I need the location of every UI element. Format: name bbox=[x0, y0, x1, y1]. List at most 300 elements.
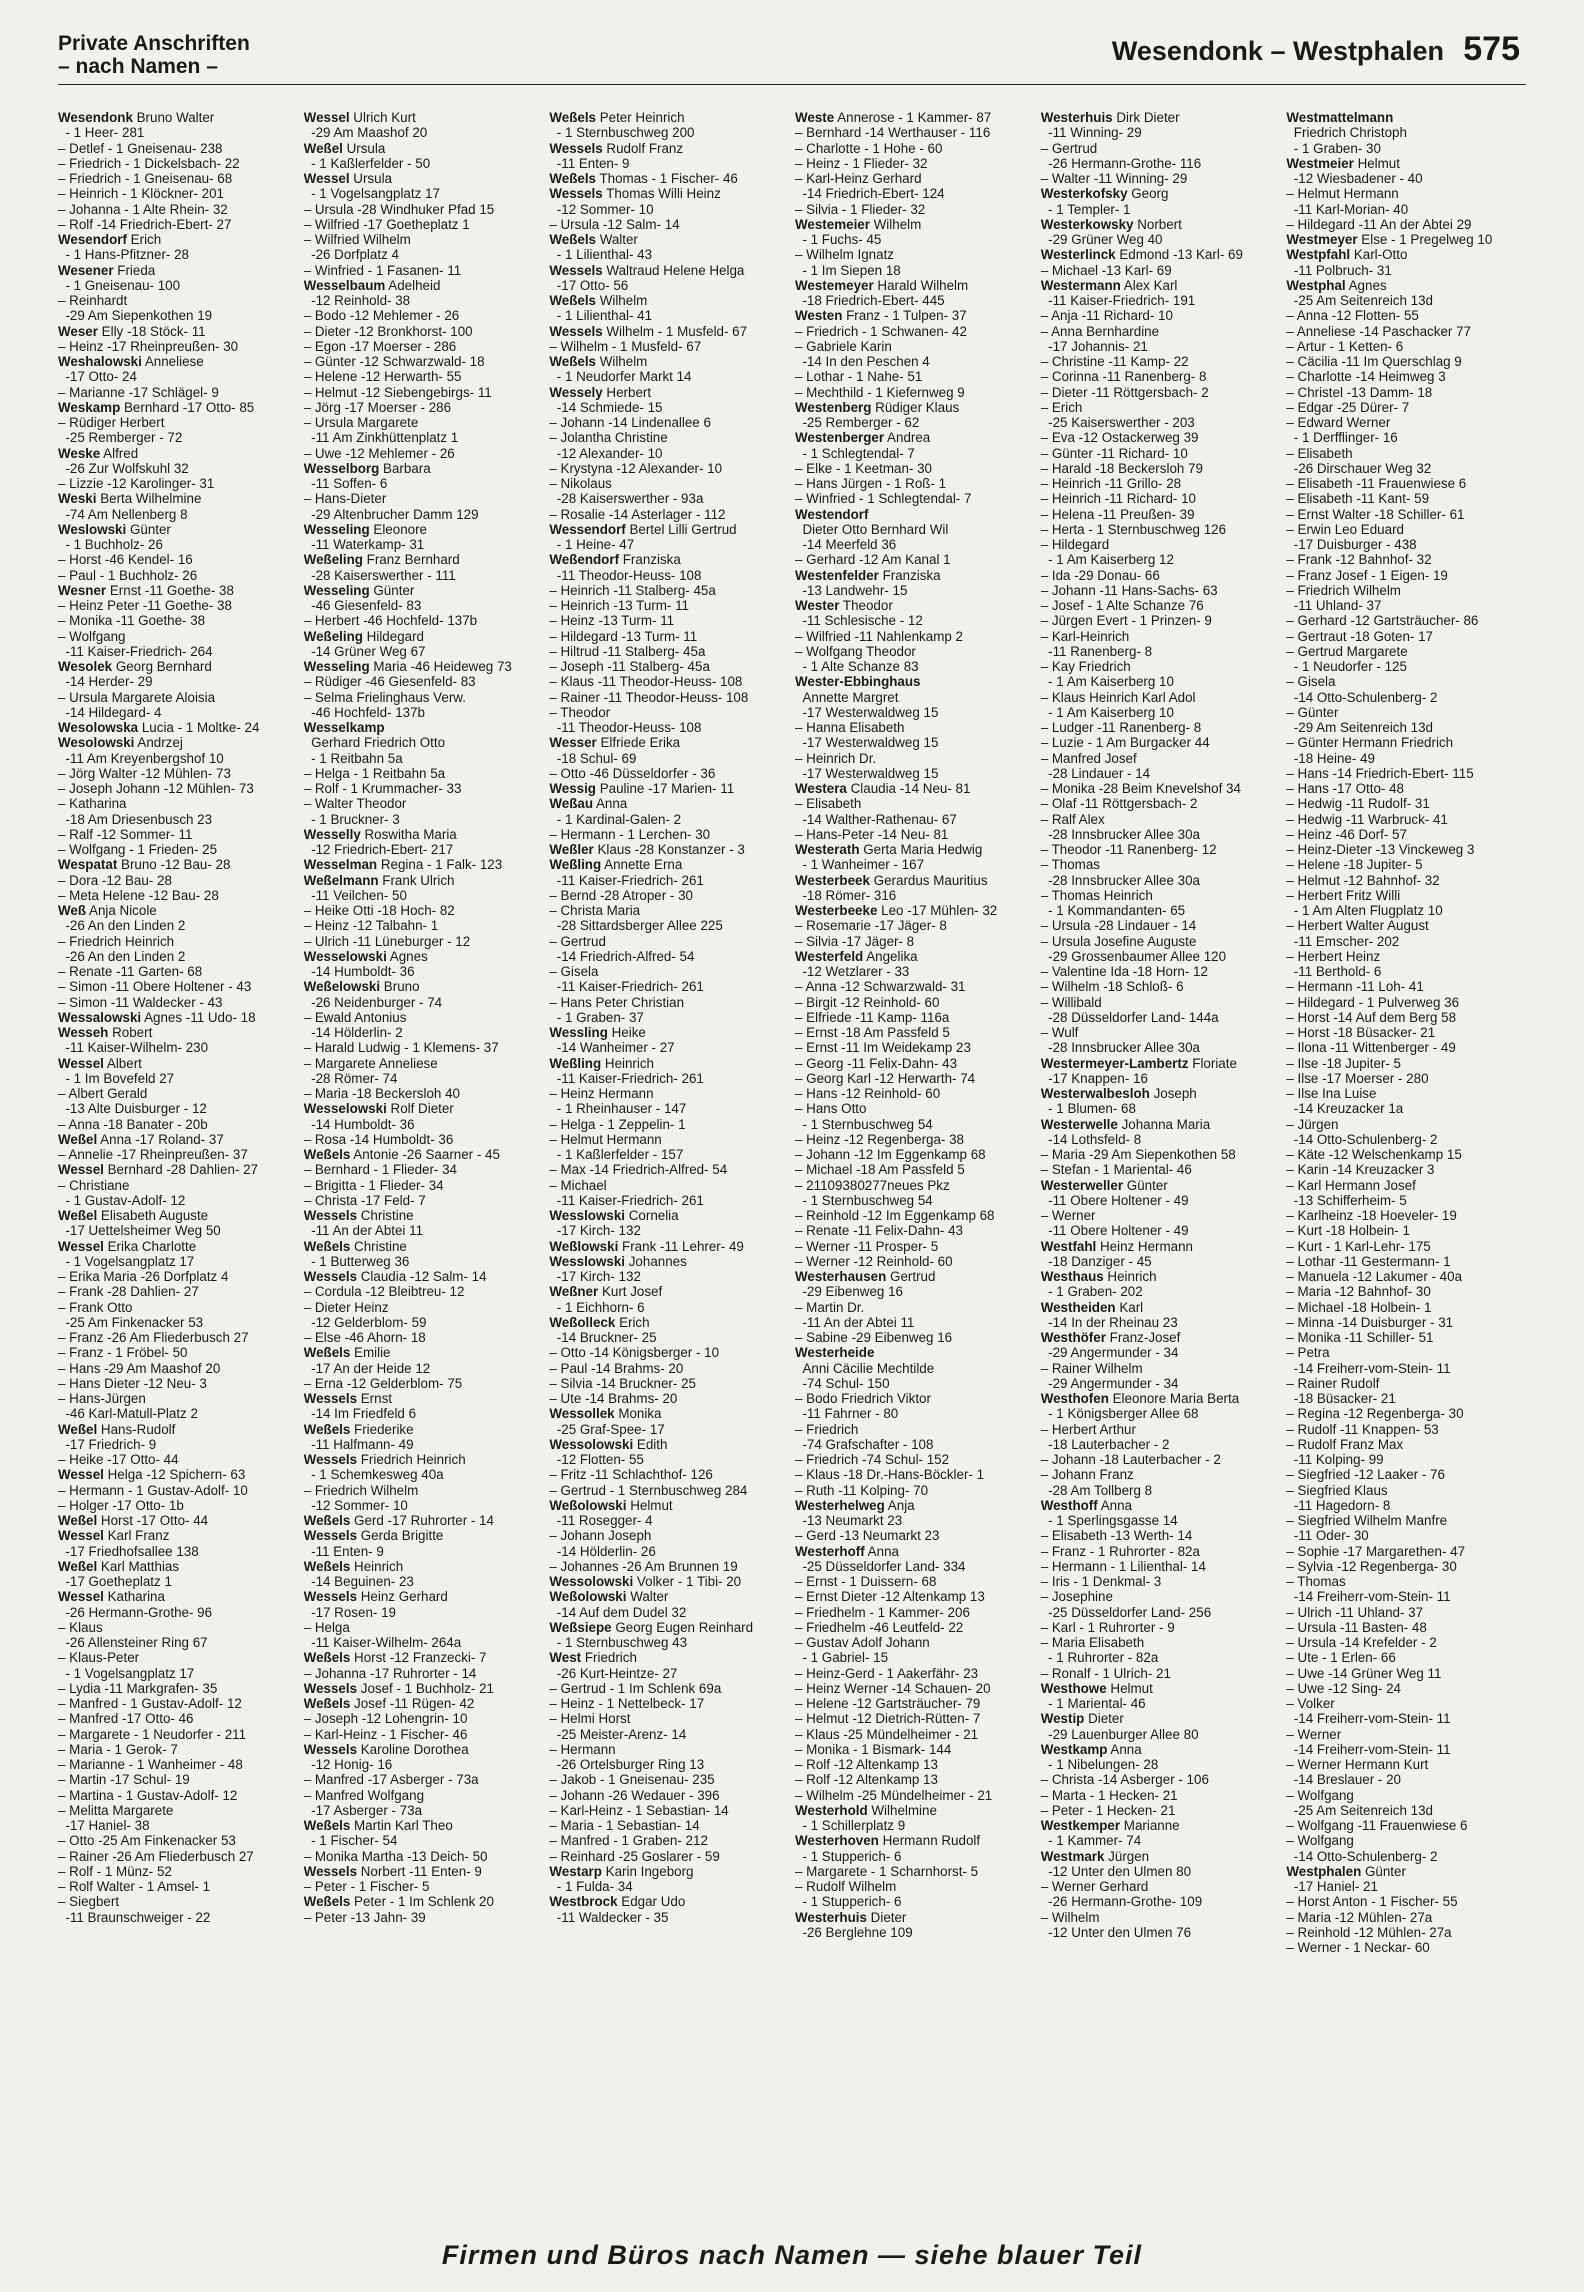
directory-entry-line: – Siegfried Klaus bbox=[1286, 1482, 1388, 1498]
directory-entry-line: -25 Düsseldorfer Land- 334 bbox=[795, 1558, 966, 1574]
directory-entry-line: -11 Veilchen- 50 bbox=[303, 887, 407, 903]
surname: Weßau bbox=[549, 796, 593, 812]
directory-entry-line: - 1 Fulda- 34 bbox=[549, 1879, 633, 1894]
directory-entry-line: – Friedrich - 1 Gneisenau- 68 bbox=[58, 171, 233, 186]
directory-entry-line: – Rainer -11 Theodor-Heuss- 108 bbox=[549, 689, 749, 705]
directory-entry-line: Anni Cäcilie Mechtilde bbox=[795, 1360, 935, 1376]
directory-entry-line: -12 Flotten- 55 bbox=[549, 1452, 644, 1467]
directory-entry-line: – Christa -14 Asberger - 106 bbox=[1040, 1772, 1209, 1788]
directory-entry-line: – Rolf - 1 Krummacher- 33 bbox=[303, 781, 462, 796]
directory-entry-surname: Weßner Kurt Josef bbox=[549, 1284, 663, 1300]
directory-entry-surname: Weßeling Hildegard bbox=[303, 628, 424, 644]
directory-entry-line: – Kurt - 1 Karl-Lehr- 175 bbox=[1286, 1238, 1431, 1254]
directory-entry-surname: Wessels Gerda Brigitte bbox=[303, 1528, 444, 1544]
directory-entry-line: – Manfred Wolfgang bbox=[303, 1787, 425, 1803]
directory-entry-line: – Marianne -17 Schlägel- 9 bbox=[58, 384, 219, 400]
surname: Westhaus bbox=[1040, 1269, 1104, 1284]
directory-entry-line: – Helene -12 Gartsträucher- 79 bbox=[795, 1696, 981, 1711]
directory-entry-line: – Else -46 Ahorn- 18 bbox=[303, 1330, 426, 1345]
directory-entry-line: - 1 Heine- 47 bbox=[549, 537, 635, 552]
directory-entry-line: – Michael bbox=[549, 1177, 607, 1193]
directory-entry-surname: Weßelowski Bruno bbox=[303, 979, 420, 995]
directory-entry-line: – Jörg -17 Moerser - 286 bbox=[303, 399, 452, 415]
directory-entry-line: – Renate -11 Garten- 68 bbox=[58, 964, 203, 979]
directory-entry-line: – Heike Otti -18 Hoch- 82 bbox=[303, 903, 455, 918]
directory-entry-line: – Maria -12 Mühlen- 27a bbox=[1286, 1909, 1433, 1925]
directory-entry-line: -11 Kolping- 99 bbox=[1286, 1452, 1384, 1467]
directory-entry-line: -11 Theodor-Heuss- 108 bbox=[549, 720, 702, 735]
directory-entry-line: – Hans Peter Christian bbox=[549, 994, 685, 1010]
surname: Weßels bbox=[303, 1650, 351, 1666]
directory-entry-line: – Hiltrud -11 Stalberg- 45a bbox=[549, 643, 706, 659]
directory-entry-line: – Hermann - 1 Lerchen- 30 bbox=[549, 826, 711, 842]
directory-entry-line: - 1 Im Siepen 18 bbox=[795, 262, 901, 278]
directory-entry-surname: Weßels Peter - 1 Im Schlenk 20 bbox=[303, 1894, 494, 1910]
surname: Weßels bbox=[303, 1147, 351, 1162]
directory-entry-line: – Luzie - 1 Am Burgacker 44 bbox=[1040, 735, 1210, 751]
surname: Weßler bbox=[549, 842, 594, 857]
directory-entry-line: - 1 Heer- 281 bbox=[58, 125, 145, 141]
directory-entry-surname: Wespatat Bruno -12 Bau- 28 bbox=[58, 857, 231, 873]
directory-entry-line: - 1 Vogelsangplatz 17 bbox=[58, 1253, 195, 1269]
directory-entry-line: – Katharina bbox=[58, 796, 127, 812]
directory-entry-line: Dieter Otto Bernhard Wil bbox=[795, 521, 949, 537]
directory-entry-line: – Joseph -11 Stalberg- 45a bbox=[549, 659, 710, 674]
directory-entry-line: – Otto -46 Düsseldorfer - 36 bbox=[549, 765, 716, 781]
directory-entry-line: - 1 Am Kaiserberg 10 bbox=[1040, 674, 1174, 690]
directory-entry-line: – Walter Theodor bbox=[303, 796, 407, 812]
directory-entry-line: - 1 Nibelungen- 28 bbox=[1040, 1757, 1159, 1772]
directory-entry-line: – Wilfried -11 Nahlenkamp 2 bbox=[795, 628, 963, 644]
directory-entry-line: – Ralf -12 Sommer- 11 bbox=[58, 826, 193, 842]
surname: Weshalowski bbox=[58, 354, 142, 369]
directory-entry-line: – Wolfgang bbox=[1286, 1833, 1354, 1849]
directory-entry-line: – Hans-Peter -14 Neu- 81 bbox=[795, 826, 949, 842]
directory-entry-line: -26 Berglehne 109 bbox=[795, 1924, 913, 1940]
directory-entry-surname: Wesselowski Rolf Dieter bbox=[303, 1101, 454, 1117]
directory-entry-line: – Michael -13 Karl- 69 bbox=[1040, 262, 1172, 278]
directory-entry-line: – Rudolf Wilhelm bbox=[795, 1879, 897, 1894]
surname: Weßels bbox=[549, 171, 596, 186]
surname: Wesener bbox=[58, 262, 114, 278]
directory-entry-line: – Detlef - 1 Gneisenau- 238 bbox=[58, 140, 223, 156]
directory-entry-surname: Westerhoff Anna bbox=[795, 1543, 899, 1559]
directory-entry-line: -26 Allensteiner Ring 67 bbox=[58, 1635, 208, 1650]
directory-entry-line: -17 Duisburger - 438 bbox=[1286, 537, 1417, 552]
directory-entry-line: – Sylvia -12 Regenberga- 30 bbox=[1286, 1558, 1457, 1574]
directory-entry-surname bbox=[1286, 110, 1526, 125]
directory-entry-line: – Heinz -12 Regenberga- 38 bbox=[795, 1131, 964, 1147]
directory-entry-line: – Gertrud - 1 Im Schlenk 69a bbox=[549, 1680, 722, 1696]
surname: Weßling bbox=[549, 857, 602, 873]
directory-entry-line: - 1 Derfflinger- 16 bbox=[1286, 430, 1398, 446]
surname: Weßels bbox=[303, 1696, 351, 1711]
directory-entry-surname: Wester Theodor bbox=[795, 598, 893, 613]
directory-entry-surname: Westera Claudia -14 Neu- 81 bbox=[795, 781, 971, 796]
surname: Wesolek bbox=[58, 659, 113, 674]
directory-entry-surname: Weßels Peter Heinrich bbox=[549, 110, 685, 125]
surname: Wessels bbox=[303, 1391, 358, 1406]
directory-entry-line: -11 Theodor-Heuss- 108 bbox=[549, 567, 702, 583]
directory-entry-surname: Westmark Jürgen bbox=[1040, 1848, 1150, 1864]
directory-entry-surname: Wessel Helga -12 Spichern- 63 bbox=[58, 1467, 246, 1483]
directory-entry-line: -29 Eibenweg 16 bbox=[795, 1284, 903, 1300]
directory-entry-line: -11 Waldecker - 35 bbox=[549, 1909, 669, 1925]
directory-entry-line: -12 Friedrich-Ebert- 217 bbox=[303, 842, 454, 857]
directory-entry-line: – Helmut -12 Bahnhof- 32 bbox=[1286, 872, 1440, 888]
directory-entry-line: – Friedrich Heinrich bbox=[58, 933, 175, 949]
directory-entry-line: -26 Ortelsburger Ring 13 bbox=[549, 1757, 705, 1772]
directory-entry-line: -17 Otto- 56 bbox=[549, 277, 629, 293]
surname: Westerhausen bbox=[795, 1269, 887, 1284]
directory-entry-line: – Jürgen Evert - 1 Prinzen- 9 bbox=[1040, 613, 1212, 629]
directory-entry-line: - 1 Kammer- 74 bbox=[1040, 1833, 1142, 1849]
directory-entry-surname: Westhöfer Franz-Josef bbox=[1040, 1330, 1181, 1345]
directory-entry-line: - 1 Wanheimer - 167 bbox=[795, 857, 925, 873]
directory-entry-line: – Dieter Heinz bbox=[303, 1299, 389, 1315]
directory-entry-line: – 21109380277neues Pkz bbox=[795, 1177, 950, 1193]
surname: Westerlinck bbox=[1040, 247, 1116, 263]
directory-entry-line: -14 Lothsfeld- 8 bbox=[1040, 1131, 1142, 1147]
directory-entry-line: -12 Gelderblom- 59 bbox=[303, 1314, 427, 1330]
directory-entry-line: -26 Zur Wolfskuhl 32 bbox=[58, 460, 189, 476]
directory-entry-line: – Uwe -14 Grüner Weg 11 bbox=[1286, 1665, 1442, 1681]
directory-entry-line: – Ernst Walter -18 Schiller- 61 bbox=[1286, 506, 1465, 522]
directory-entry-line: – Rosa -14 Humboldt- 36 bbox=[303, 1131, 454, 1147]
directory-entry-line: – Ulrich -11 Uhland- 37 bbox=[1286, 1604, 1424, 1620]
directory-entry-line: -12 Sommer- 10 bbox=[549, 201, 654, 217]
directory-entry-surname: Westerath Gerta Maria Hedwig bbox=[795, 842, 983, 857]
surname: Weskamp bbox=[58, 399, 121, 415]
surname: Weßel bbox=[58, 1513, 98, 1528]
directory-column bbox=[58, 110, 298, 2230]
directory-entry-line: – Wolfgang - 1 Frieden- 25 bbox=[58, 842, 218, 857]
directory-entry-line: – Gertrud Margarete bbox=[1286, 643, 1408, 659]
directory-entry-line: – Helmut -12 Siebengebirgs- 11 bbox=[303, 384, 492, 400]
directory-entry-line: -26 Dirschauer Weg 32 bbox=[1286, 460, 1432, 476]
surname: Wesslowski bbox=[549, 1208, 626, 1223]
directory-entry-line: – Jakob - 1 Gneisenau- 235 bbox=[549, 1772, 715, 1788]
directory-entry-line: – Heinrich -11 Richard- 10 bbox=[1040, 491, 1196, 507]
directory-entry-line: – Marta - 1 Hecken- 21 bbox=[1040, 1787, 1178, 1803]
directory-entry-line: -29 Am Maashof 20 bbox=[303, 125, 428, 141]
directory-entry-line: -14 Im Friedfeld 6 bbox=[303, 1406, 417, 1422]
surname: Westerhoven bbox=[795, 1833, 879, 1849]
directory-entry-line: – Ernst -11 Im Weidekamp 23 bbox=[795, 1040, 971, 1056]
directory-entry-surname: Wessel Albert bbox=[58, 1055, 142, 1071]
directory-entry-line: - 1 Graben- 202 bbox=[1040, 1284, 1143, 1300]
surname: Weßolowski bbox=[549, 1497, 627, 1513]
directory-entry-line: – Ilse -18 Jupiter- 5 bbox=[1286, 1055, 1401, 1071]
surname: Wessendorf bbox=[549, 521, 626, 537]
directory-entry-line: – Franz Josef - 1 Eigen- 19 bbox=[1286, 567, 1448, 583]
directory-entry-surname: Wessolowski Edith bbox=[549, 1436, 668, 1452]
directory-entry-surname: Weßels Antonie -26 Saarner - 45 bbox=[303, 1147, 500, 1162]
directory-entry-line: – Ilona -11 Wittenberger - 49 bbox=[1286, 1040, 1456, 1056]
directory-entry-line: – Rolf Walter - 1 Amsel- 1 bbox=[58, 1879, 211, 1894]
directory-entry-line: -14 In den Peschen 4 bbox=[795, 354, 930, 369]
directory-entry-line: - 1 Im Bovefeld 27 bbox=[58, 1070, 175, 1086]
surname: Wesseling bbox=[303, 659, 370, 674]
surname: Wessig bbox=[549, 781, 596, 796]
directory-entry-line: -29 Am Siepenkothen 19 bbox=[58, 308, 213, 324]
directory-entry-line: -14 Auf dem Dudel 32 bbox=[549, 1604, 687, 1620]
page-header-range: Wesendonk – Westphalen bbox=[1111, 36, 1444, 66]
directory-entry-line: Friedrich Christoph bbox=[1286, 125, 1407, 141]
directory-entry-line: -25 Am Seitenreich 13d bbox=[1286, 293, 1433, 308]
directory-entry-line: - 1 Blumen- 68 bbox=[1040, 1101, 1136, 1117]
directory-entry-line: – Cordula -12 Bleibtreu- 12 bbox=[303, 1284, 465, 1300]
directory-entry-surname: Wesner Ernst -11 Goethe- 38 bbox=[58, 582, 234, 598]
directory-entry-line: – Ilse Ina Luise bbox=[1286, 1086, 1377, 1101]
directory-entry-line: -28 Kaiserswerther - 111 bbox=[303, 567, 456, 583]
directory-entry-line: -25 Am Finkenacker 53 bbox=[58, 1314, 204, 1330]
directory-entry-line: – Bodo Friedrich Viktor bbox=[795, 1391, 931, 1406]
directory-entry-line: – Karl-Heinz - 1 Sebastian- 14 bbox=[549, 1802, 729, 1818]
directory-entry-line: – Jörg Walter -12 Mühlen- 73 bbox=[58, 765, 231, 781]
directory-entry-line: – Paul -14 Brahms- 20 bbox=[549, 1360, 684, 1376]
directory-entry-surname: Wesseh Robert bbox=[58, 1025, 153, 1040]
directory-entry-line: – Otto -25 Am Finkenacker 53 bbox=[58, 1833, 236, 1849]
directory-entry-line: -46 Hochfeld- 137b bbox=[303, 704, 426, 720]
directory-entry-line: -11 Enten- 9 bbox=[549, 155, 630, 171]
directory-entry-line: – Günter bbox=[1286, 704, 1339, 720]
directory-entry-line: – Rosemarie -17 Jäger- 8 bbox=[795, 918, 947, 934]
directory-entry-line: – Günter -11 Richard- 10 bbox=[1040, 445, 1188, 461]
directory-entry-line: – Erich bbox=[1040, 399, 1083, 415]
directory-entry-line: – Harald Ludwig - 1 Klemens- 37 bbox=[303, 1040, 499, 1056]
directory-entry-surname: Westhaus Heinrich bbox=[1040, 1269, 1157, 1284]
directory-entry-surname: Wesseling Günter bbox=[303, 582, 415, 598]
directory-entry-line: -14 Meerfeld 36 bbox=[795, 537, 897, 552]
surname: Wesselborg bbox=[303, 460, 380, 476]
directory-entry-line: - 1 Stupperich- 6 bbox=[795, 1894, 902, 1910]
directory-entry-surname: Weß Anja Nicole bbox=[58, 903, 157, 918]
directory-entry-line: – Elisabeth -11 Kant- 59 bbox=[1286, 491, 1430, 507]
directory-entry-surname: Wessollek Monika bbox=[549, 1406, 662, 1422]
directory-entry-line: – Horst Anton - 1 Fischer- 55 bbox=[1286, 1894, 1458, 1910]
surname: Westheiden bbox=[1040, 1299, 1116, 1315]
directory-entry-line: -12 Honig- 16 bbox=[303, 1757, 393, 1772]
directory-entry-line: – Anna -18 Banater - 20b bbox=[58, 1116, 208, 1132]
directory-entry-surname: Wesselly Roswitha Maria bbox=[303, 826, 457, 842]
directory-entry-line: – Werner Gerhard bbox=[1040, 1879, 1149, 1894]
directory-entry-surname: Weßeling Franz Bernhard bbox=[303, 552, 460, 568]
surname: Westerhold bbox=[795, 1802, 868, 1818]
surname: Wessels bbox=[549, 186, 603, 202]
directory-entry-line: - 1 Lilienthal- 41 bbox=[549, 308, 653, 324]
directory-entry-line: – Gerd -13 Neumarkt 23 bbox=[795, 1528, 940, 1544]
directory-entry-line: -17 Rosen- 19 bbox=[303, 1604, 396, 1620]
directory-entry-line: – Herbert Walter August bbox=[1286, 918, 1429, 934]
directory-entry-line: -11 Winning- 29 bbox=[1040, 125, 1142, 141]
surname: Weßolleck bbox=[549, 1314, 616, 1330]
directory-entry-line: – Corinna -11 Ranenberg- 8 bbox=[1040, 369, 1207, 385]
surname: Wessel bbox=[58, 1162, 104, 1178]
directory-entry-line: -14 Humboldt- 36 bbox=[303, 1116, 415, 1132]
directory-entry-line: – Lydia -11 Markgrafen- 35 bbox=[58, 1680, 218, 1696]
directory-entry-line: – Friedrich Wilhelm bbox=[303, 1482, 419, 1498]
directory-entry-surname: Weßel Ursula bbox=[303, 140, 386, 156]
directory-entry-line: - 1 Graben- 30 bbox=[1286, 140, 1381, 156]
directory-entry-line: -17 Westerwaldweg 15 bbox=[795, 735, 939, 751]
directory-entry-line: – Friedrich -74 Schul- 152 bbox=[795, 1452, 950, 1467]
directory-entry-line: -14 Bruckner- 25 bbox=[549, 1330, 657, 1345]
directory-entry-line: - 1 Mariental- 46 bbox=[1040, 1696, 1146, 1711]
directory-entry-surname: Wessels Wilhelm - 1 Musfeld- 67 bbox=[549, 323, 748, 339]
directory-entry-surname: Wessig Pauline -17 Marien- 11 bbox=[549, 781, 735, 796]
directory-entry-surname: Westerkofsky Georg bbox=[1040, 186, 1169, 202]
directory-entry-line: – Fritz -11 Schlachthof- 126 bbox=[549, 1467, 713, 1483]
directory-entry-line: -14 Kreuzacker 1a bbox=[1286, 1101, 1404, 1117]
surname: West bbox=[549, 1650, 582, 1666]
directory-entry-surname: Weßling Heinrich bbox=[549, 1055, 655, 1071]
directory-entry-line: – Christa Maria bbox=[549, 903, 641, 918]
directory-entry-line: – Christel -13 Damm- 18 bbox=[1286, 384, 1433, 400]
directory-entry-line: – Herbert Fritz Willi bbox=[1286, 887, 1401, 903]
directory-entry-line: – Käte -12 Welschenkamp 15 bbox=[1286, 1147, 1462, 1162]
directory-entry-surname: Weske Alfred bbox=[58, 445, 139, 461]
surname: Westarp bbox=[549, 1863, 602, 1879]
directory-entry-line: – Egon -17 Moerser - 286 bbox=[303, 338, 457, 354]
directory-entry-line: – Paul - 1 Buchholz- 26 bbox=[58, 567, 198, 583]
directory-entry-line: -17 Haniel- 38 bbox=[58, 1818, 150, 1833]
directory-entry-line: -29 Grüner Weg 40 bbox=[1040, 232, 1163, 247]
surname: Weßel bbox=[58, 1131, 98, 1147]
directory-entry-line: – Maria -18 Beckersloh 40 bbox=[303, 1086, 460, 1101]
directory-columns bbox=[58, 110, 1526, 2230]
directory-entry-line: -28 Lindauer - 14 bbox=[1040, 765, 1151, 781]
directory-entry-line: -11 Obere Holtener - 49 bbox=[1040, 1223, 1189, 1239]
directory-entry-line: -14 Schmiede- 15 bbox=[549, 399, 663, 415]
directory-entry-line: – Rainer Rudolf bbox=[1286, 1375, 1380, 1391]
surname: Weßeling bbox=[303, 552, 363, 568]
directory-entry-line: – Gertrud bbox=[1040, 140, 1098, 156]
surname: Wesendorf bbox=[58, 232, 127, 247]
directory-entry-line: – Martin Dr. bbox=[795, 1299, 865, 1315]
directory-entry-line: – Werner -12 Reinhold- 60 bbox=[795, 1253, 953, 1269]
surname: Wesseling bbox=[303, 582, 370, 598]
directory-entry-line: – Rüdiger Herbert bbox=[58, 415, 165, 430]
surname: Wessel bbox=[303, 171, 350, 186]
directory-entry-line: -11 Kaiser-Friedrich- 261 bbox=[549, 979, 704, 995]
directory-entry-surname: Wesolek Georg Bernhard bbox=[58, 659, 212, 674]
directory-entry-line: – Eva -12 Ostackerweg 39 bbox=[1040, 430, 1199, 446]
directory-entry-surname: Weßsiepe Georg Eugen Reinhard bbox=[549, 1619, 754, 1635]
directory-entry-line: -11 Fahrner - 80 bbox=[795, 1406, 899, 1422]
directory-entry-line: – Friedhelm - 1 Kammer- 206 bbox=[795, 1604, 970, 1620]
directory-entry-line: - 1 Gneisenau- 100 bbox=[58, 277, 181, 293]
directory-entry-line: -11 Schlesische - 12 bbox=[795, 613, 923, 629]
directory-entry-line: – Petra bbox=[1286, 1345, 1330, 1361]
directory-entry-line: Annette Margret bbox=[795, 689, 899, 705]
directory-entry-line: – Helmi Horst bbox=[549, 1711, 631, 1727]
directory-entry-line: Gerhard Friedrich Otto bbox=[303, 735, 446, 751]
directory-entry-line: – Gerhard -12 Gartsträucher- 86 bbox=[1286, 613, 1479, 629]
directory-entry-line: – Bernhard - 1 Flieder- 34 bbox=[303, 1162, 457, 1178]
directory-entry-line: – Elisabeth bbox=[1286, 445, 1353, 461]
directory-entry-line: – Kurt -18 Holbein- 1 bbox=[1286, 1223, 1410, 1239]
directory-entry-surname: Westerkowsky Norbert bbox=[1040, 216, 1182, 232]
directory-entry-line: – Ursula -12 Salm- 14 bbox=[549, 216, 680, 232]
directory-entry-line: -26 Hermann-Grothe- 109 bbox=[1040, 1894, 1203, 1910]
directory-entry-surname: Wessels Heinz Gerhard bbox=[303, 1589, 448, 1605]
directory-entry-surname: Westen Franz - 1 Tulpen- 37 bbox=[795, 308, 967, 324]
surname: Wessels bbox=[303, 1528, 358, 1544]
surname: Weßels bbox=[303, 1558, 351, 1574]
directory-entry-line: -28 Am Tollberg 8 bbox=[1040, 1482, 1153, 1498]
directory-entry-surname: Westhoff Anna bbox=[1040, 1497, 1132, 1513]
directory-entry-line: – Friedrich Wilhelm bbox=[1286, 582, 1401, 598]
directory-entry-line: -11 Karl-Morian- 40 bbox=[1286, 201, 1409, 217]
directory-entry-line: -12 Wiesbadener - 40 bbox=[1286, 171, 1423, 186]
surname: Weßner bbox=[549, 1284, 599, 1300]
directory-entry-surname: Wessling Heike bbox=[549, 1025, 646, 1040]
directory-entry-line: - 1 Hans-Pfitzner- 28 bbox=[58, 247, 189, 263]
directory-entry-line: – Anna -12 Schwarzwald- 31 bbox=[795, 979, 966, 995]
directory-entry-line: – Krystyna -12 Alexander- 10 bbox=[549, 460, 723, 476]
directory-entry-line: -11 Waterkamp- 31 bbox=[303, 537, 425, 552]
surname: Westerhelweg bbox=[795, 1497, 885, 1513]
directory-entry-line: -28 Römer- 74 bbox=[303, 1070, 398, 1086]
directory-entry-line: - 1 Neudorfer Markt 14 bbox=[549, 369, 692, 385]
directory-entry-line: – Manuela -12 Lakumer - 40a bbox=[1286, 1269, 1463, 1284]
directory-entry-line: -17 Westerwaldweg 15 bbox=[795, 765, 939, 781]
surname: Wessel bbox=[58, 1238, 104, 1254]
directory-entry-line: – Erna -12 Gelderblom- 75 bbox=[303, 1375, 463, 1391]
directory-entry-line: -29 Am Seitenreich 13d bbox=[1286, 720, 1433, 735]
directory-entry-line: – Karlheinz -18 Hoeveler- 19 bbox=[1286, 1208, 1457, 1223]
surname: Weßlowski bbox=[549, 1238, 619, 1254]
surname: Wessling bbox=[549, 1025, 608, 1040]
directory-entry-line: -29 Lauenburger Allee 80 bbox=[1040, 1726, 1199, 1742]
directory-entry-line: – Heinz Peter -11 Goethe- 38 bbox=[58, 598, 232, 613]
surname: Wessel bbox=[303, 110, 350, 125]
directory-entry-line: – Hans-Dieter bbox=[303, 491, 387, 507]
directory-entry-line: – Rolf - 1 Münz- 52 bbox=[58, 1863, 172, 1879]
directory-entry-line: -11 Kaiser-Friedrich- 264 bbox=[58, 643, 213, 659]
surname: Weßels bbox=[549, 110, 596, 125]
directory-entry-line: – Hildegard -13 Turm- 11 bbox=[549, 628, 698, 644]
directory-entry-line: – Ronalf - 1 Ulrich- 21 bbox=[1040, 1665, 1171, 1681]
directory-entry-line: -13 Landwehr- 15 bbox=[795, 582, 908, 598]
directory-entry-line: – Manfred - 1 Gustav-Adolf- 12 bbox=[58, 1696, 242, 1711]
directory-entry-line: – Peter - 1 Hecken- 21 bbox=[1040, 1802, 1176, 1818]
surname: Westenberger bbox=[795, 430, 885, 446]
directory-entry-surname: Weshalowski Anneliese bbox=[58, 354, 204, 369]
surname: Wessel bbox=[58, 1055, 104, 1071]
surname: Wesselkamp bbox=[303, 720, 385, 735]
directory-entry-line: – Dieter -11 Röttgersbach- 2 bbox=[1040, 384, 1209, 400]
directory-entry-line: -14 Hildegard- 4 bbox=[58, 704, 162, 720]
directory-entry-surname: Wessel Katharina bbox=[58, 1589, 165, 1605]
directory-entry-surname: Wessely Herbert bbox=[549, 384, 652, 400]
surname: Wessolowski bbox=[549, 1436, 634, 1452]
directory-entry-line: – Joseph -12 Lohengrin- 10 bbox=[303, 1711, 468, 1727]
surname: Wesser bbox=[549, 735, 597, 751]
directory-entry-line: – Wilfried -17 Goetheplatz 1 bbox=[303, 216, 470, 232]
directory-entry-line: -17 Kirch- 132 bbox=[549, 1223, 641, 1239]
directory-entry-line: – Selma Frielinghaus Verw. bbox=[303, 689, 466, 705]
surname: Westendorf bbox=[795, 506, 869, 522]
directory-entry-line: – Johanna - 1 Alte Rhein- 32 bbox=[58, 201, 228, 217]
directory-entry-line: - 1 Buchholz- 26 bbox=[58, 537, 163, 552]
directory-entry-line: – Johann -11 Hans-Sachs- 63 bbox=[1040, 582, 1218, 598]
surname: Westphal bbox=[1286, 277, 1346, 293]
directory-entry-line: -26 Hermann-Grothe- 96 bbox=[58, 1604, 213, 1620]
surname: Weski bbox=[58, 491, 97, 507]
directory-entry-line: -14 Otto-Schulenberg- 2 bbox=[1286, 1131, 1438, 1147]
